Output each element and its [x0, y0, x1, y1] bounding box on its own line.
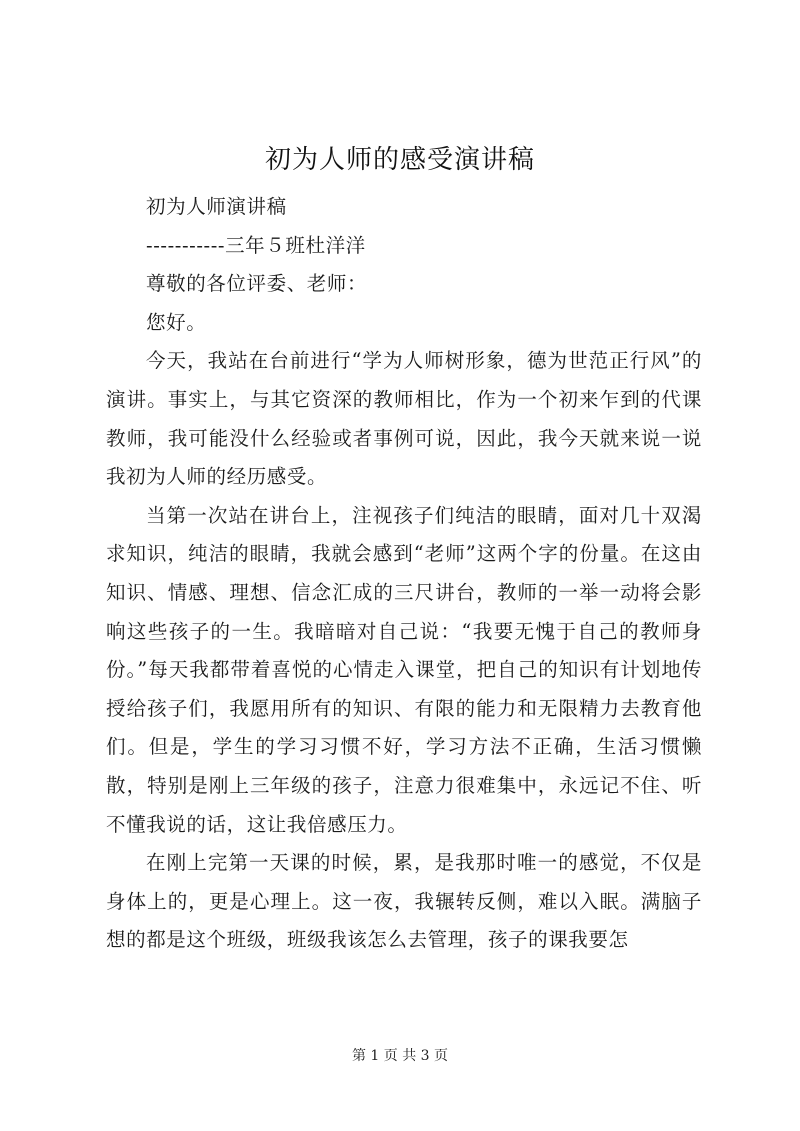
paragraph: 在刚上完第一天课的时候，累，是我那时唯一的感觉，不仅是身体上的，更是心理上。这一夜，我辗转反侧，难以入眠。满脑子想的都是这个班级，班级我该怎么去管理，孩子的课我要怎: [106, 851, 702, 952]
page-footer: 第 1 页 共 3 页: [351, 1048, 449, 1064]
greeting: 您好。: [146, 310, 207, 334]
document-title: 初为人师的感受演讲稿: [264, 145, 535, 175]
author-line: -----------三年５班杜洋洋: [146, 233, 366, 257]
subtitle: 初为人师演讲稿: [146, 195, 287, 218]
salutation: 尊敬的各位评委、老师：: [146, 272, 368, 296]
paragraph: 今天，我站在台前进行“学为人师树形象，德为世范正行风”的演讲。事实上，与其它资深的教师相比，作为一个初来乍到的代课教师，我可能没什么经验或者事例可说，因此，我今天就来说一说我初为人师的经历感受。: [106, 349, 702, 489]
document-body: [106, 188, 702, 960]
paragraph: 当第一次站在讲台上，注视孩子们纯洁的眼睛，面对几十双渴求知识，纯洁的眼睛，我就会感到“老师”这两个字的份量。在这由知识、情感、理想、信念汇成的三尺讲台，教师的一举一动将会影响这些孩子的一生。我暗暗对自己说：“我要无愧于自己的教师身份。”每天我都带着喜悦的心情走入课堂，把自己的知识有计划地传授给孩子们，我愿用所有的知识、有限的能力和无限精力去教育他们。但是，学生的学习习惯不好，学习方法不正确，生活习惯懒散，特别是刚上三年级的孩子，注意力很难集中，永远记不住、听不懂我说的话，这让我倍感压力。: [106, 503, 702, 836]
